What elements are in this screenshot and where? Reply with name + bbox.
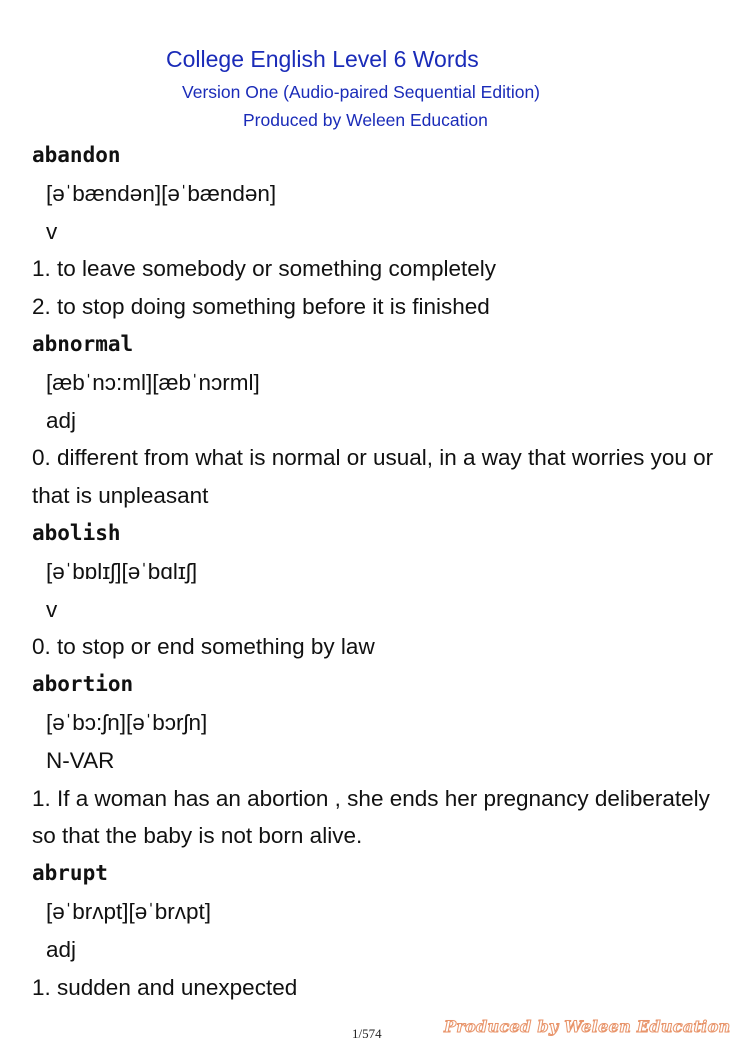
word-entry-list	[32, 137, 732, 1006]
phonetic-transcription: [æbˈnɔ:ml][æbˈnɔrml]	[46, 369, 260, 395]
headword: abortion	[32, 672, 134, 697]
headword: abandon	[32, 143, 121, 167]
part-of-speech: adj	[46, 407, 77, 433]
phonetic-transcription: [əˈbændən][əˈbændən]	[46, 180, 277, 206]
phonetic-transcription: [əˈbɒlɪʃ][əˈbɑlɪʃ]	[46, 558, 198, 584]
document-subtitle: Version One (Audio-paired Sequential Edition)	[182, 82, 540, 102]
watermark: Produced by Weleen Education	[444, 1017, 731, 1036]
part-of-speech: v	[46, 596, 58, 622]
word-entry	[32, 855, 732, 1006]
definition: 1. to leave somebody or something completely	[32, 256, 496, 282]
definition: 0. different from what is normal or usual, in a way that worries you or that is unpleasant	[32, 445, 714, 509]
word-entry	[32, 137, 732, 326]
definition: 2. to stop doing something before it is finished	[32, 294, 490, 320]
word-entry	[32, 326, 732, 515]
part-of-speech: adj	[46, 936, 77, 962]
word-entry	[32, 515, 732, 666]
phonetic-transcription: [əˈbɔ:ʃn][əˈbɔrʃn]	[46, 709, 208, 735]
page-number: 1/574	[352, 1026, 382, 1041]
document-title: College English Level 6 Words	[166, 46, 479, 72]
part-of-speech: v	[46, 218, 58, 244]
headword: abrupt	[32, 861, 108, 886]
definition: 0. to stop or end something by law	[32, 634, 375, 660]
word-entry	[32, 666, 732, 855]
headword: abolish	[32, 520, 121, 545]
headword: abnormal	[32, 331, 134, 356]
phonetic-transcription: [əˈbrʌpt][əˈbrʌpt]	[46, 898, 212, 924]
part-of-speech: N-VAR	[46, 747, 115, 773]
definition: 1. If a woman has an abortion , she ends her pregnancy deliberately so that the baby is not born alive.	[32, 785, 710, 849]
producer-line: Produced by Weleen Education	[243, 110, 488, 130]
definition: 1. sudden and unexpected	[32, 974, 298, 1000]
